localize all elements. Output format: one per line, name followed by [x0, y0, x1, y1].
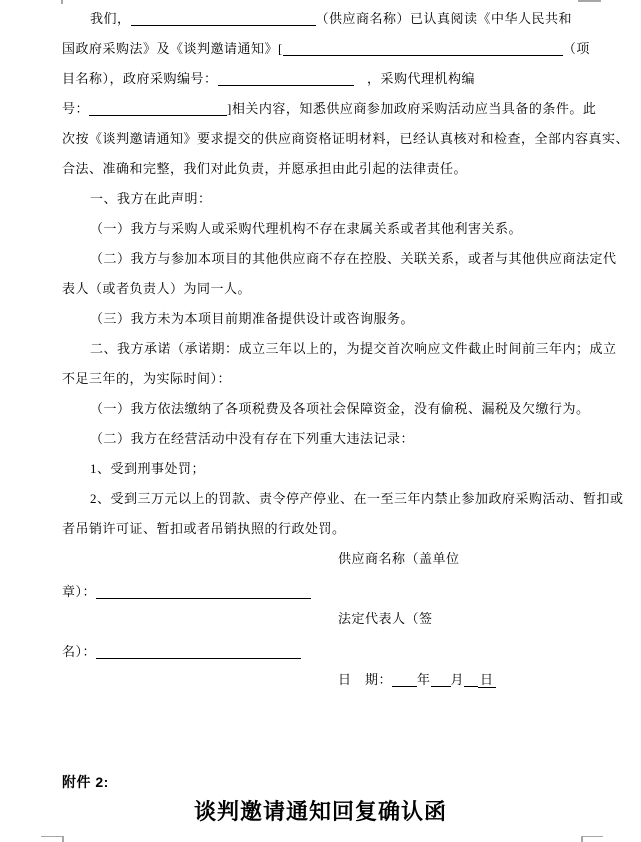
declaration-heading [90, 184, 212, 214]
text-run: 1、受到刑事处罚； [90, 461, 206, 476]
text-run: 目名称），政府采购编号： [62, 71, 218, 86]
intro-line-1 [90, 4, 572, 34]
fill-in-blank-underline[interactable] [96, 644, 301, 659]
fill-in-blank-underline[interactable] [131, 11, 316, 26]
declaration-item-2-line-2 [62, 274, 251, 304]
fill-in-blank-underline[interactable] [89, 101, 227, 116]
text-boundary-mark-top-left [61, 0, 63, 4]
text-run: （一）我方依法缴纳了各项税费及各项社会保障资金，没有偷税、漏税及欠缴行为。 [90, 401, 590, 416]
declaration-item-2-line-1 [90, 244, 617, 274]
text-run: 章）： [62, 584, 97, 599]
text-run: 法定代表人（签 [338, 611, 433, 626]
text-run: 表人（或者负责人）为同一人。 [62, 281, 252, 296]
attachment-label: 附件 2: [62, 774, 109, 790]
text-run: 国政府采购法》及《谈判邀请通知》[ [62, 41, 283, 56]
fill-in-blank-underline[interactable] [464, 672, 478, 687]
text-run: 名）： [62, 644, 97, 659]
text-boundary-mark-top-right [578, 0, 601, 2]
fill-in-blank-underline[interactable] [431, 672, 451, 687]
text-run: 月 [450, 672, 465, 687]
intro-line-3 [62, 64, 475, 94]
text-run: （项 [562, 41, 590, 56]
text-run: 一、我方在此声明： [90, 191, 212, 206]
text-boundary-mark-bottom-right [581, 836, 603, 842]
violation-item-1 [90, 454, 205, 484]
commitment-heading-line-1 [90, 334, 617, 364]
text-run: ，采购代理机构编 [353, 71, 476, 86]
text-run: （供应商名称）已认真阅读《中华人民共和 [315, 11, 573, 26]
text-run: 年 [417, 672, 431, 687]
text-run: 我们， [90, 11, 131, 26]
signature-supplier-label-line-2 [62, 577, 311, 607]
text-run: 号： [62, 101, 90, 116]
text-boundary-mark-bottom-left [41, 836, 64, 842]
intro-line-2 [62, 34, 590, 64]
fill-in-blank-underline[interactable] [283, 41, 563, 56]
violation-item-2-line-2 [62, 514, 346, 544]
text-run: 2、受到三万元以上的罚款、责令停产停业、在一至三年内禁止参加政府采购活动、暂扣或 [90, 491, 624, 506]
declaration-item-3 [90, 304, 414, 334]
signature-representative-label-line-1 [338, 604, 433, 634]
intro-line-5 [62, 124, 629, 154]
intro-line-6 [62, 154, 467, 184]
fill-in-blank-underline[interactable] [218, 71, 354, 86]
signature-date-line [338, 665, 496, 695]
intro-line-4 [62, 94, 596, 124]
text-run: （三）我方未为本项目前期准备提供设计或咨询服务。 [90, 311, 415, 326]
text-run: 供应商名称（盖单位 [338, 551, 460, 566]
signature-supplier-label-line-1 [338, 544, 460, 574]
text-run: （二）我方在经营活动中没有存在下列重大违法记录： [90, 431, 415, 446]
commitment-heading-line-2 [62, 364, 231, 394]
text-run: 者吊销许可证、暂扣或者吊销执照的行政处罚。 [62, 521, 346, 536]
text-run: 不足三年的，为实际时间）： [62, 371, 232, 386]
text-run: 合法、准确和完整，我们对此负责，并愿承担由此引起的法律责任。 [62, 161, 468, 176]
commitment-item-1 [90, 394, 590, 424]
signature-representative-label-line-2 [62, 637, 301, 667]
text-run: （一）我方与采购人或采购代理机构不存在隶属关系或者其他利害关系。 [90, 221, 523, 236]
declaration-item-1 [90, 214, 522, 244]
fill-in-blank-underline[interactable] [96, 584, 311, 599]
text-run: 二、我方承诺（承诺期：成立三年以上的，为提交首次响应文件截止时间前三年内；成立 [90, 341, 617, 356]
underlined-text: 日 [480, 672, 494, 687]
next-section-title: 谈判邀请通知回复确认函 [193, 799, 447, 824]
text-run: 次按《谈判邀请通知》要求提交的供应商资格证明材料，已经认真核对和检查，全部内容真实、 [62, 131, 630, 146]
commitment-item-2 [90, 424, 414, 454]
fill-in-blank-underline[interactable] [392, 672, 417, 687]
text-run: 日 期： [338, 672, 393, 687]
text-run: ]相关内容，知悉供应商参加政府采购活动应当具备的条件。此 [227, 101, 597, 116]
text-run: （二）我方与参加本项目的其他供应商不存在控股、关联关系，或者与其他供应商法定代 [90, 251, 617, 266]
violation-item-2-line-1 [90, 484, 624, 514]
